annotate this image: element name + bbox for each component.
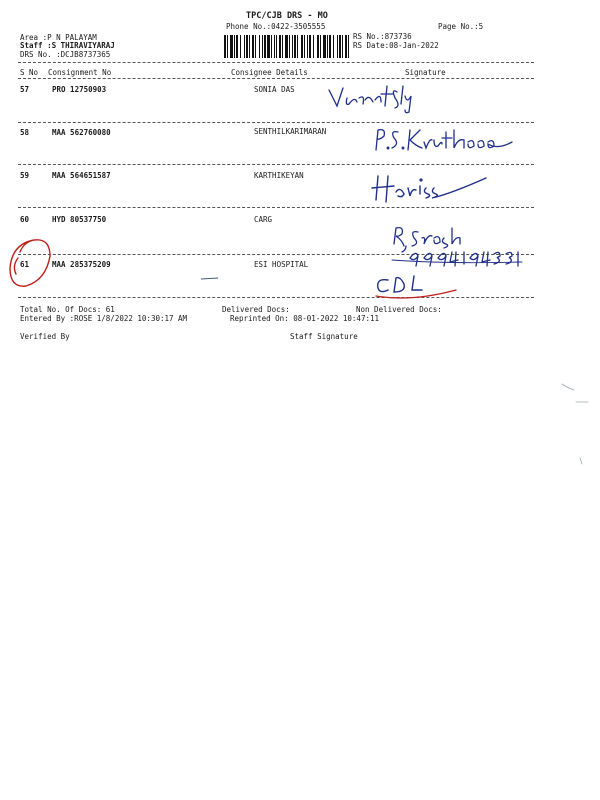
divider	[18, 78, 534, 79]
red-circle-mark	[4, 234, 54, 294]
row-consignment: MAA 562760080	[52, 128, 111, 137]
col-header-consignment: Consignment No	[48, 68, 112, 77]
delivered-docs: Delivered Docs:	[222, 305, 290, 314]
row-consignee: ESI HOSPITAL	[254, 260, 309, 269]
rs-date: RS Date:08-Jan-2022	[353, 41, 439, 50]
divider	[18, 207, 534, 208]
scan-marks	[548, 380, 592, 470]
row-sno: 58	[20, 128, 30, 137]
row-consignment: PRO 12750903	[52, 85, 107, 94]
total-docs: Total No. Of Docs: 61	[20, 305, 115, 314]
signature-row-59	[370, 172, 490, 206]
row-consignment: MAA 285375209	[52, 260, 111, 269]
page-number: Page No.:5	[438, 22, 484, 31]
stray-mark	[200, 276, 220, 282]
row-sno: 59	[20, 171, 30, 180]
drs-barcode	[224, 35, 350, 58]
phone-number: Phone No.:0422-3505555	[226, 22, 326, 31]
col-header-consignee: Consignee Details	[231, 68, 308, 77]
non-delivered-docs: Non Delivered Docs:	[356, 305, 442, 314]
document-title: TPC/CJB DRS - MO	[246, 11, 328, 21]
col-header-signature: Signature	[405, 68, 446, 77]
row-sno: 60	[20, 215, 30, 224]
row-consignee: SENTHILKARIMARAN	[254, 127, 327, 136]
cdl-annotation	[372, 270, 462, 304]
entered-by: Entered By :ROSE 1/8/2022 10:30:17 AM	[20, 314, 188, 323]
drs-number: DRS No. :DCJB8737365	[20, 50, 111, 59]
row-consignment: HYD 80537750	[52, 215, 107, 224]
row-consignment: MAA 564651587	[52, 171, 111, 180]
row-sno: 57	[20, 85, 30, 94]
staff-signature-label: Staff Signature	[290, 332, 358, 341]
divider	[18, 122, 534, 123]
row-consignee: SONIA DAS	[254, 85, 295, 94]
staff-label: Staff :S THIRAVIYARAJ	[20, 41, 115, 50]
verified-by: Verified By	[20, 332, 70, 341]
signature-row-58	[370, 126, 515, 154]
row-consignee: CARG	[254, 215, 273, 224]
col-header-sno: S No	[20, 68, 39, 77]
row-sno: 61	[20, 260, 30, 269]
signature-row-57	[325, 84, 415, 114]
divider	[18, 164, 534, 165]
divider	[18, 62, 534, 63]
reprinted-on: Reprinted On: 08-01-2022 10:47:11	[230, 314, 380, 323]
area-label: Area :P N PALAYAM	[20, 33, 97, 42]
row-consignee: KARTHIKEYAN	[254, 171, 304, 180]
rs-number: RS No.:873736	[353, 32, 412, 41]
